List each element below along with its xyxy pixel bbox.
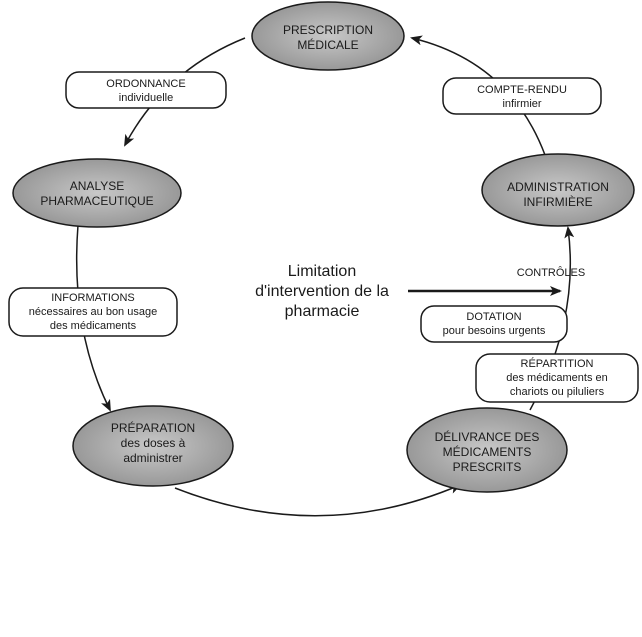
svg-text:individuelle: individuelle — [118, 92, 174, 104]
box-informations — [9, 288, 177, 336]
node-delivrance — [407, 408, 567, 492]
svg-text:administrer: administrer — [123, 451, 183, 465]
controles-label: CONTRÔLES — [516, 267, 586, 279]
svg-text:RÉPARTITION: RÉPARTITION — [520, 358, 594, 370]
svg-text:pour besoins urgents: pour besoins urgents — [442, 325, 546, 337]
svg-text:d'intervention de la: d'intervention de la — [255, 283, 389, 300]
svg-text:INFIRMIÈRE: INFIRMIÈRE — [523, 195, 593, 209]
svg-text:DÉLIVRANCE DES: DÉLIVRANCE DES — [434, 430, 540, 444]
node-administration — [482, 154, 634, 226]
svg-text:PHARMACEUTIQUE: PHARMACEUTIQUE — [40, 194, 154, 208]
box-dotation — [421, 306, 567, 342]
connector-preparation-delivrance — [175, 485, 460, 516]
svg-text:chariots ou piluliers: chariots ou piluliers — [509, 386, 605, 398]
box-compte-rendu — [443, 78, 601, 114]
svg-text:nécessaires au bon usage: nécessaires au bon usage — [28, 306, 158, 318]
box-ordonnance — [66, 72, 226, 108]
svg-text:ADMINISTRATION: ADMINISTRATION — [507, 180, 609, 194]
svg-text:DOTATION: DOTATION — [466, 311, 522, 323]
node-preparation — [73, 406, 233, 486]
svg-text:infirmier: infirmier — [502, 98, 542, 110]
svg-text:des médicaments en: des médicaments en — [506, 372, 608, 384]
svg-text:INFORMATIONS: INFORMATIONS — [51, 292, 135, 304]
svg-text:pharmacie: pharmacie — [284, 303, 360, 320]
svg-text:des doses à: des doses à — [120, 436, 186, 450]
svg-text:PRÉPARATION: PRÉPARATION — [110, 421, 196, 435]
node-analyse — [13, 159, 181, 227]
svg-text:MÉDICAMENTS: MÉDICAMENTS — [442, 445, 532, 459]
node-prescription — [252, 2, 404, 70]
svg-text:ANALYSE: ANALYSE — [69, 179, 125, 193]
box-repartition — [476, 354, 638, 402]
svg-text:MÉDICALE: MÉDICALE — [297, 38, 359, 52]
svg-text:PRESCRITS: PRESCRITS — [452, 460, 522, 474]
svg-text:des médicaments: des médicaments — [49, 320, 137, 332]
svg-text:COMPTE-RENDU: COMPTE-RENDU — [477, 84, 567, 96]
svg-text:PRESCRIPTION: PRESCRIPTION — [282, 23, 374, 37]
limitation-label — [255, 263, 389, 320]
svg-text:Limitation: Limitation — [287, 263, 357, 280]
svg-text:ORDONNANCE: ORDONNANCE — [106, 78, 186, 90]
